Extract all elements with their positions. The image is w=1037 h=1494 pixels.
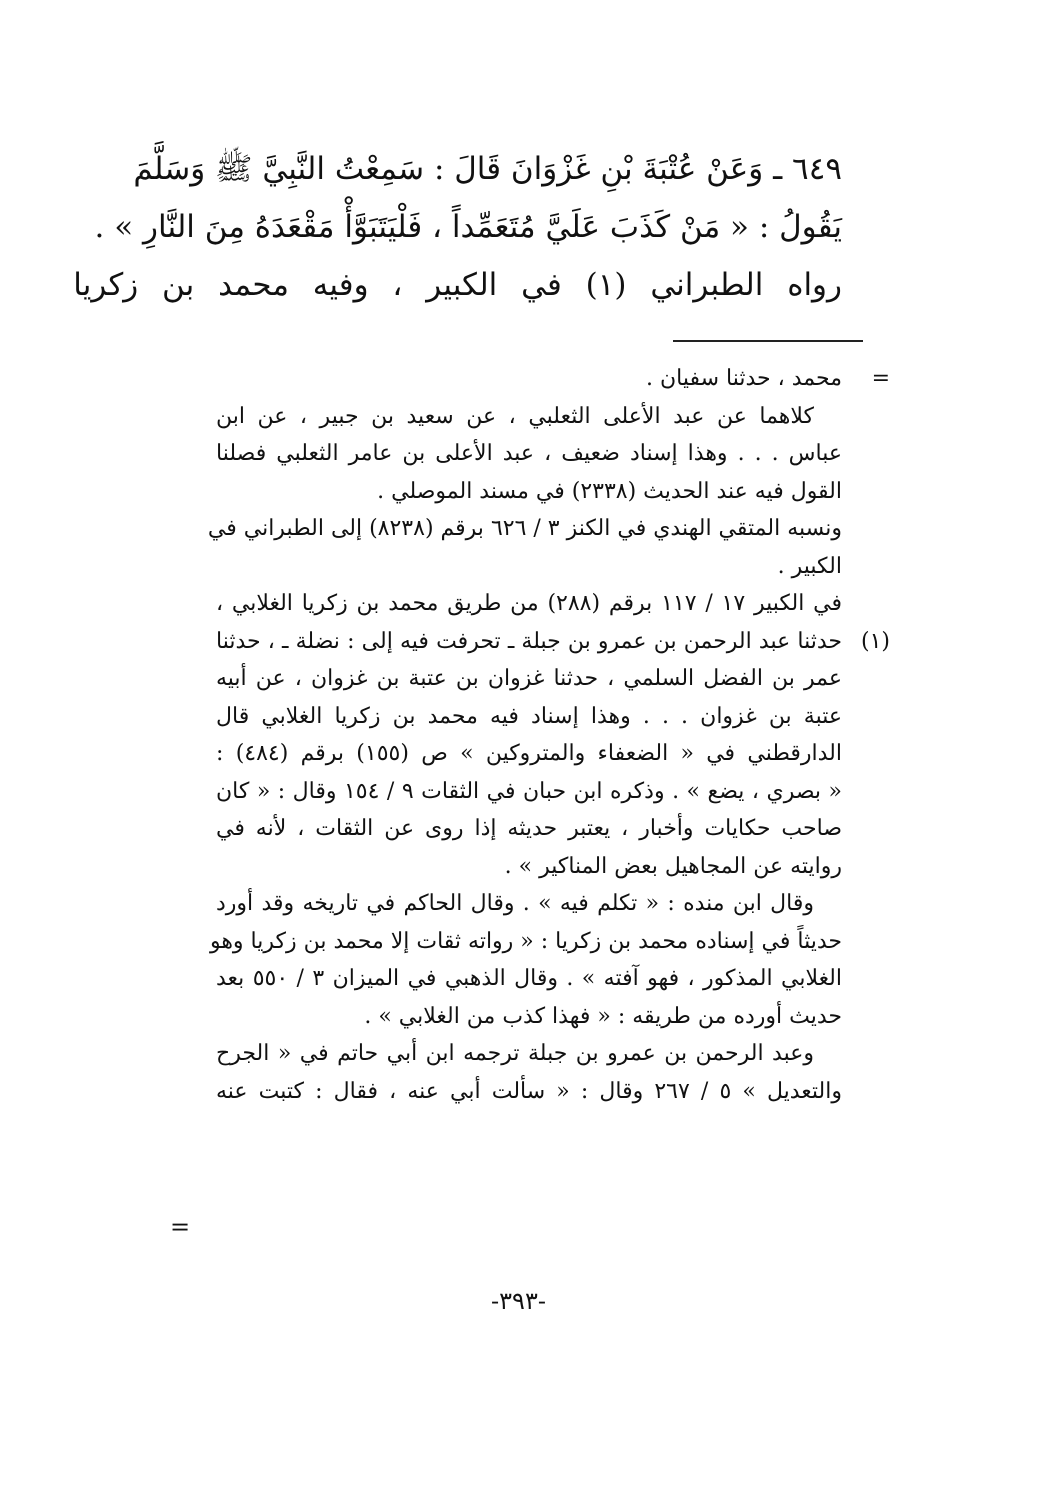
- footnote-line: والتعديل » ٥ / ٢٦٧ وقال : « سألت أبي عنه ، فقال : كتبت عنه: [216, 1078, 842, 1104]
- page-number: -٣٩٣-: [491, 1287, 546, 1315]
- hadith-line: ٦٤٩ ـ وَعَنْ عُتْبَةَ بْنِ غَزْوَانَ قَالَ : سَمِعْتُ النَّبِيَّ ﷺ وَسَلَّمَ: [133, 151, 842, 187]
- hadith-text: [73, 140, 842, 314]
- footnote-number: (١): [860, 628, 890, 654]
- footnote-line: الغلابي المذكور ، فهو آفته » . وقال الذهبي في الميزان ٣ / ٥٥٠ بعد: [216, 966, 842, 991]
- footnote-line: وعبد الرحمن بن عمرو بن جبلة ترجمه ابن أبي حاتم في « الجرح: [216, 1041, 814, 1066]
- continuation-marker: =: [871, 366, 890, 391]
- hadith-line: يَقُولُ : « مَنْ كَذَبَ عَلَيَّ مُتَعَمِّداً ، فَلْيَتَبَوَّأْ مَقْعَدَهُ مِنَ النَّارِ » .: [94, 209, 842, 245]
- footnote-line: صاحب حكايات وأخبار ، يعتبر حديثه إذا روى عن الثقات ، لأنه في: [216, 816, 842, 841]
- footnote-line: عمر بن الفضل السلمي ، حدثنا غزوان بن عتبة بن غزوان ، عن أبيه: [216, 666, 842, 691]
- footnote-line: حدثنا عبد الرحمن بن عمرو بن جبلة ـ تحرفت فيه إلى : نضلة ـ ، حدثنا: [216, 628, 842, 654]
- continuation-marker-bottom: =: [170, 1213, 191, 1241]
- footnote-line: كلاهما عن عبد الأعلى الثعلبي ، عن سعيد بن جبير ، عن ابن: [216, 403, 814, 429]
- footnote-line: الكبير .: [777, 553, 842, 579]
- footnote-separator: [673, 340, 863, 342]
- footnotes: [207, 360, 890, 1110]
- footnote-line: ونسبه المتقي الهندي في الكنز ٣ / ٦٢٦ برقم (٨٢٣٨) إلى الطبراني في: [207, 516, 842, 541]
- footnote-line: الدارقطني في « الضعفاء والمتروكين » ص (١٥٥) برقم (٤٨٤) :: [216, 741, 842, 766]
- footnote-line: عتبة بن غزوان . . . وهذا إسناد فيه محمد بن زكريا الغلابي قال: [216, 703, 842, 729]
- footnote-line: وقال ابن منده : « تكلم فيه » . وقال الحاكم في تاريخه وقد أورد: [216, 891, 814, 916]
- hadith-line: رواه الطبراني (١) في الكبير ، وفيه محمد بن زكريا: [73, 267, 842, 303]
- footnote-line: القول فيه عند الحديث (٢٣٣٨) في مسند الموصلي .: [377, 478, 842, 504]
- footnote-line: في الكبير ١٧ / ١١٧ برقم (٢٨٨) من طريق محمد بن زكريا الغلابي ،: [216, 591, 842, 616]
- footnote-line: عباس . . . وهذا إسناد ضعيف ، عبد الأعلى بن عامر الثعلبي فصلنا: [216, 441, 842, 466]
- footnote-line: روايته عن المجاهيل بعض المناكير » .: [504, 853, 842, 879]
- footnote-line: حديثاً في إسناده محمد بن زكريا : « رواته ثقات إلا محمد بن زكريا وهو: [209, 928, 842, 954]
- footnote-line: حديث أورده من طريقه : « فهذا كذب من الغلابي » .: [364, 1003, 842, 1029]
- footnote-line: « بصري ، يضع » . وذكره ابن حبان في الثقات ٩ / ١٥٤ وقال : « كان: [216, 778, 842, 804]
- footnote-line: محمد ، حدثنا سفيان .: [646, 366, 842, 391]
